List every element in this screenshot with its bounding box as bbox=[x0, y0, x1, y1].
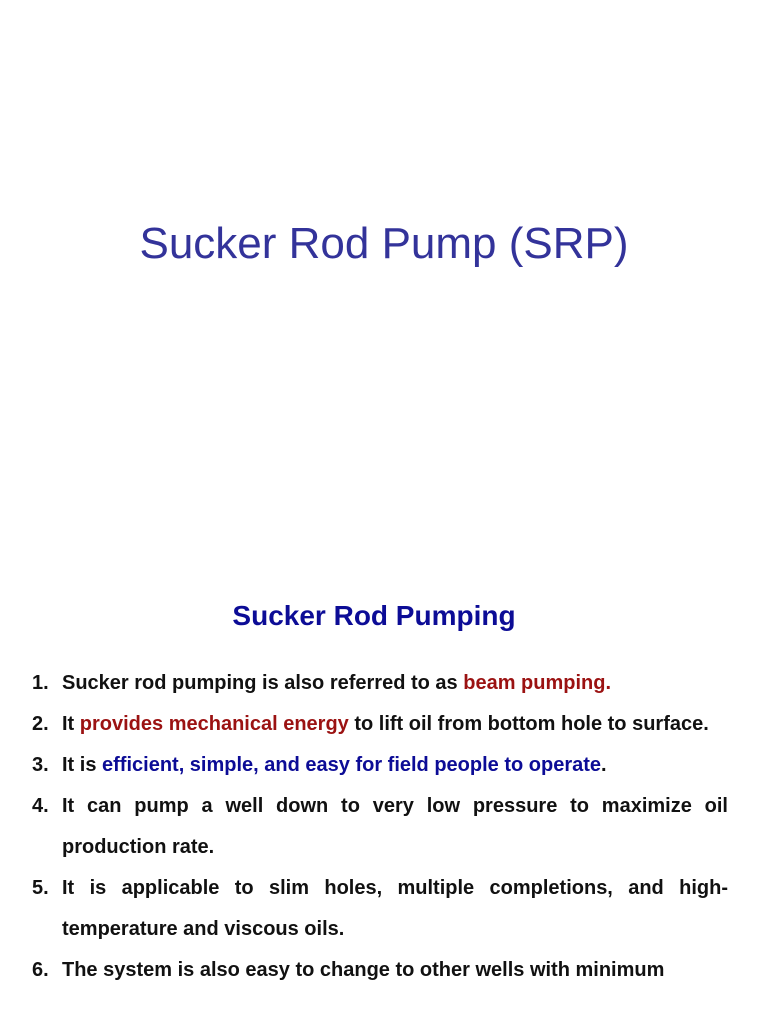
highlight-text: beam pumping. bbox=[463, 672, 612, 694]
points-list bbox=[32, 663, 728, 991]
list-item-number: 5. bbox=[32, 877, 49, 899]
list-item bbox=[32, 745, 728, 786]
list-item-number: 1. bbox=[32, 672, 49, 694]
list-item-text: Sucker rod pumping is also referred to as bbox=[62, 672, 464, 694]
list-item bbox=[32, 950, 728, 991]
highlight-text: efficient, simple, and easy for field people to operate bbox=[102, 754, 602, 776]
list-item bbox=[32, 786, 728, 868]
slide-title: Sucker Rod Pump (SRP) bbox=[139, 219, 629, 268]
list-item-text: It bbox=[62, 713, 80, 735]
section-heading: Sucker Rod Pumping bbox=[232, 600, 516, 631]
list-item-text: . bbox=[601, 754, 607, 776]
list-item bbox=[32, 704, 728, 745]
list-item-text: to lift oil from bottom hole to surface. bbox=[348, 713, 709, 735]
list-item bbox=[32, 663, 728, 704]
list-item-number: 6. bbox=[32, 959, 49, 981]
highlight-text: provides mechanical energy bbox=[79, 713, 349, 735]
list-item-text: It is applicable to slim holes, multiple completions, and high-temperature and viscous oils. bbox=[62, 877, 728, 940]
list-item-text: It is bbox=[62, 754, 103, 776]
list-item-text: The system is also easy to change to other wells with minimum bbox=[62, 959, 665, 981]
list-item-number: 3. bbox=[32, 754, 49, 776]
list-item-number: 4. bbox=[32, 795, 49, 817]
list-item-number: 2. bbox=[32, 713, 49, 735]
list-item-text: It can pump a well down to very low pressure to maximize oil production rate. bbox=[62, 795, 728, 858]
list-item bbox=[32, 868, 728, 950]
